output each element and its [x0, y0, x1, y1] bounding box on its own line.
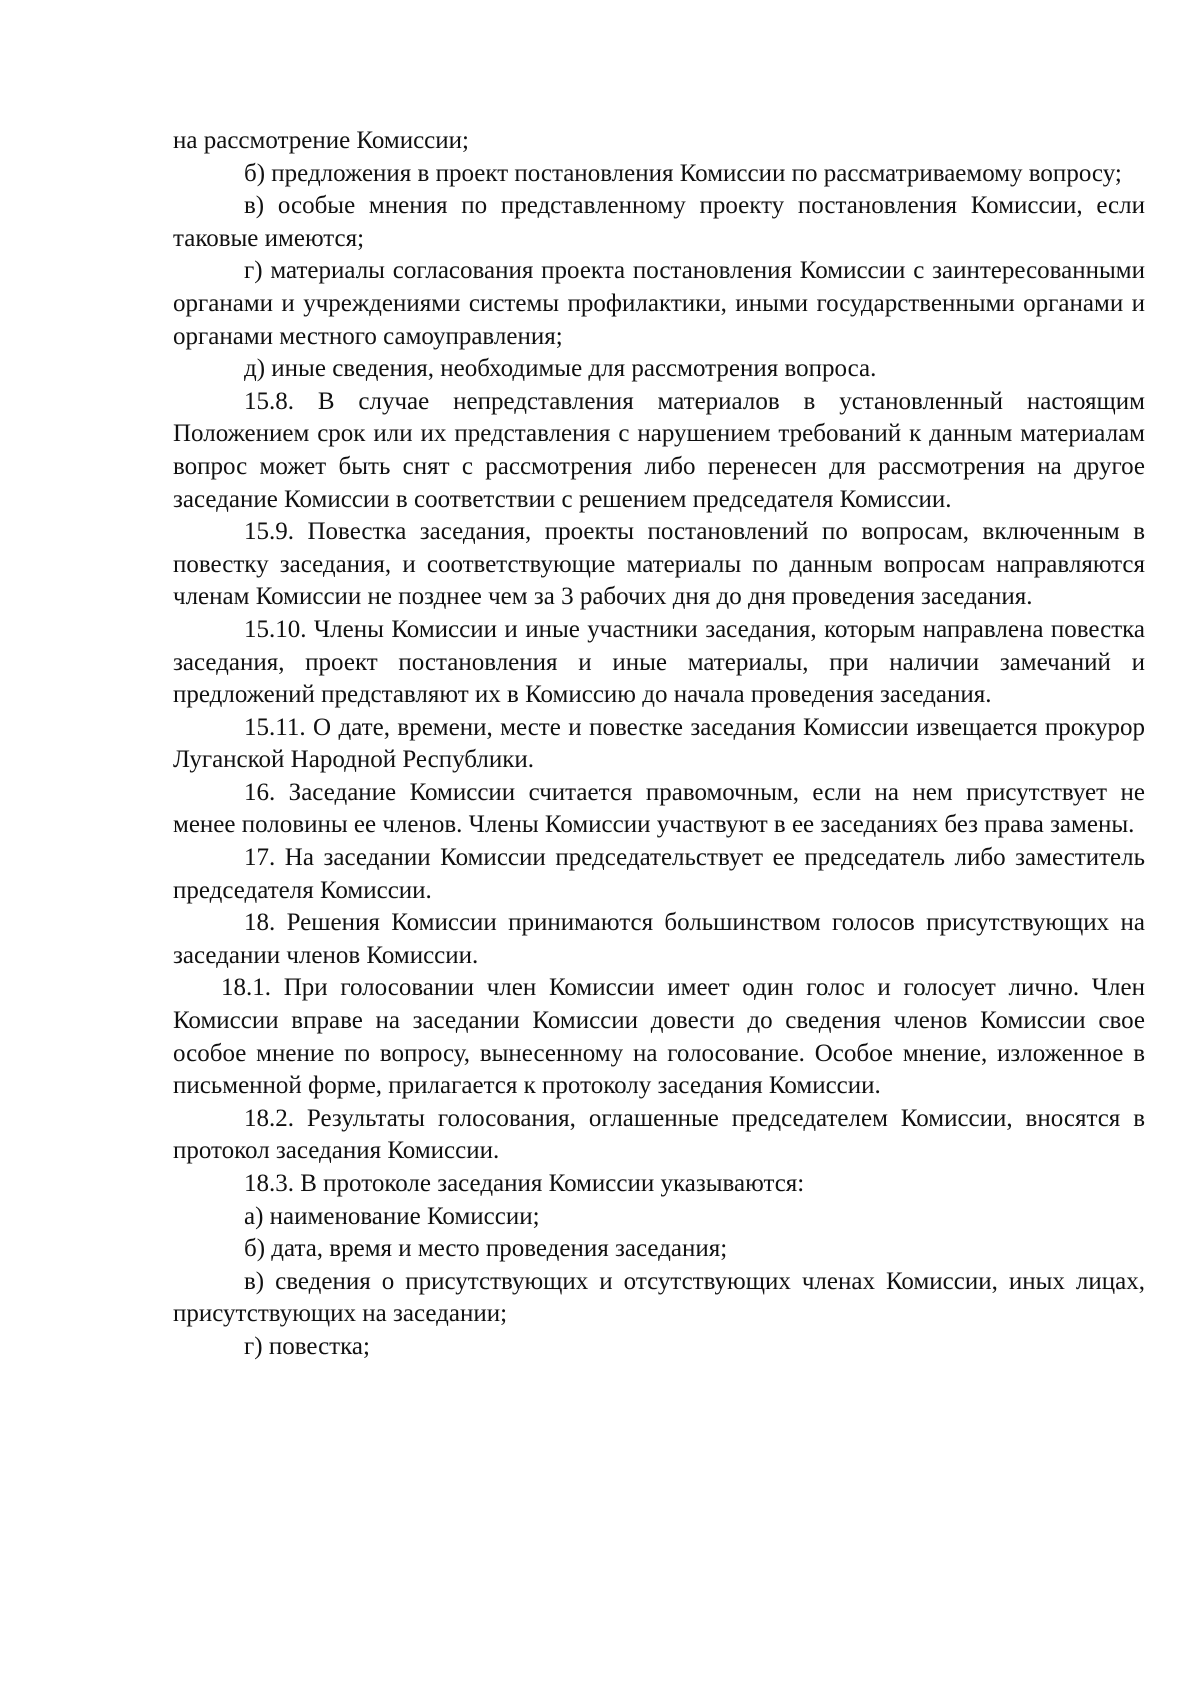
paragraph-18-3-v: в) сведения о присутствующих и отсутствующих членах Комиссии, иных лицах, присутствующих на заседании; — [173, 1267, 1145, 1328]
paragraph-continuation: на рассмотрение Комиссии; — [173, 127, 469, 154]
paragraph-18-3: 18.3. В протоколе заседания Комиссии указываются: — [244, 1170, 805, 1197]
paragraph-item-v: в) особые мнения по представленному проекту постановления Комиссии, если таковые имеются; — [173, 192, 1145, 252]
paragraph-16: 16. Заседание Комиссии считается правомочным, если на нем присутствует не менее половины ее членов. Члены Комиссии участвуют в ее заседаниях без права замены. — [173, 778, 1145, 839]
paragraph-15-9: 15.9. Повестка заседания, проекты постановлений по вопросам, включенным в повестку заседания, и соответствующие материалы по данным вопросам направляются членам Комиссии не позднее чем за 3 рабочих дня до дня проведения заседания. — [173, 518, 1145, 611]
document-page — [173, 125, 1145, 1364]
paragraph-15-10: 15.10. Члены Комиссии и иные участники заседания, которым направлена повестка заседания, проект постановления и иные материалы, при наличии замечаний и предложений представляют их в Комиссию до начала проведения заседания. — [173, 615, 1145, 709]
paragraph-18-1: 18.1. При голосовании член Комиссии имеет один голос и голосует лично. Член Комиссии вправе на заседании Комиссии довести до сведения членов Комиссии свое особое мнение по вопросу, вынесенному на голосование. Особое мнение, изложенное в письменной форме, прилагается к протоколу заседания Комиссии. — [173, 974, 1145, 1100]
paragraph-17: 17. На заседании Комиссии председательствует ее председатель либо заместитель председателя Комиссии. — [173, 844, 1145, 904]
paragraph-15-8: 15.8. В случае непредставления материалов в установленный настоящим Положением срок или их представления с нарушением требований к данным материалам вопрос может быть снят с рассмотрения либо перенесен для рассмотрения на другое заседание Комиссии в соответствии с решением председателя Комиссии. — [173, 387, 1145, 513]
paragraph-item-d: д) иные сведения, необходимые для рассмотрения вопроса. — [244, 355, 877, 383]
paragraph-18-3-b: б) дата, время и место проведения заседания; — [244, 1235, 728, 1263]
paragraph-item-b: б) предложения в проект постановления Комиссии по рассматриваемому вопросу; — [244, 159, 1122, 187]
paragraph-15-11: 15.11. О дате, времени, месте и повестке заседания Комиссии извещается прокурор Луганской Народной Республики. — [173, 713, 1145, 774]
paragraph-18: 18. Решения Комиссии принимаются большинством голосов присутствующих на заседании членов Комиссии. — [173, 909, 1145, 969]
paragraph-18-2: 18.2. Результаты голосования, оглашенные председателем Комиссии, вносятся в протокол заседания Комиссии. — [173, 1104, 1145, 1165]
paragraph-item-g: г) материалы согласования проекта постановления Комиссии с заинтересованными органами и учреждениями системы профилактики, иными государственными органами и органами местного самоуправления; — [173, 257, 1145, 350]
paragraph-18-3-g: г) повестка; — [244, 1332, 370, 1360]
paragraph-18-3-a: а) наименование Комиссии; — [244, 1202, 540, 1230]
